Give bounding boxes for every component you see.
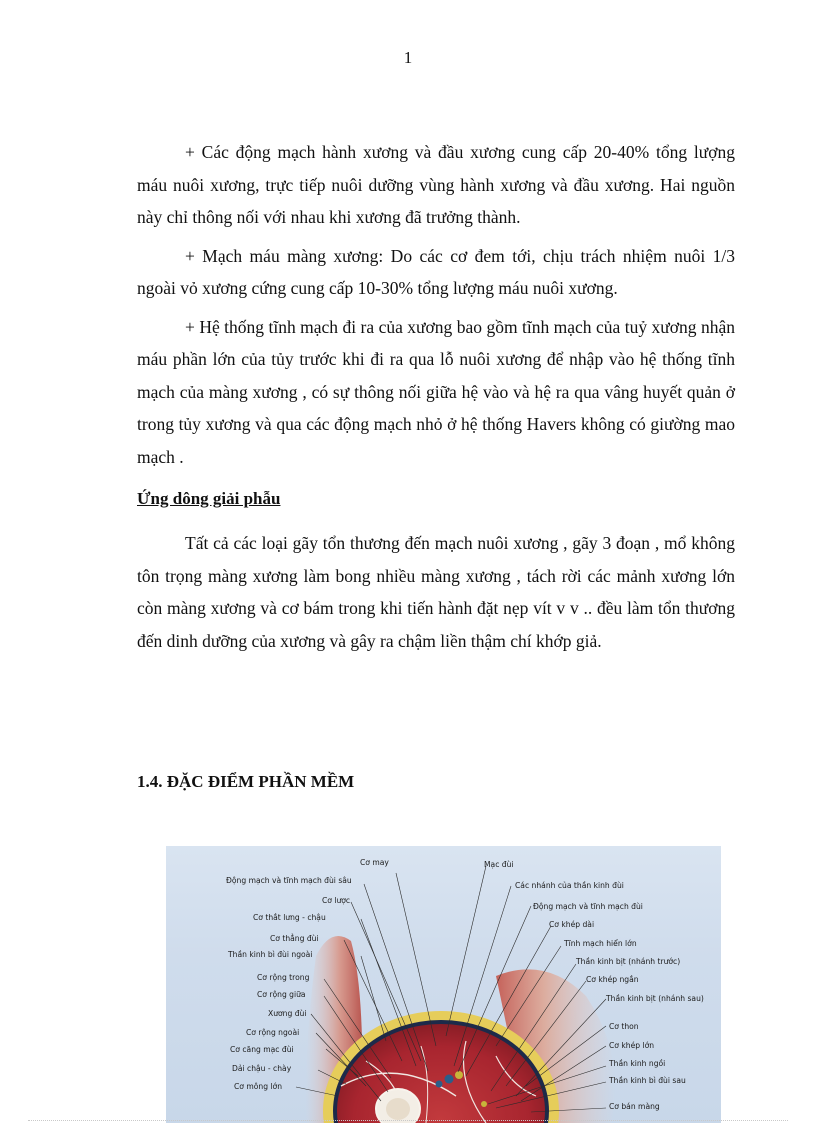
label-tensor-fasciae-latae: Cơ căng mạc đùi	[230, 1045, 294, 1054]
paragraph-anatomical-application: Tất cả các loại gãy tổn thương đến mạch nuôi xương , gãy 3 đoạn , mổ không tôn trọng màng xương làm bong nhiều màng xương , tách rời các mảnh xương lớn còn màng xương và cơ bám trong khi tiến hành đặt nẹp vít v v .. đều làm tổn thương đến dinh dưỡng của xương và gây ra chậm liền thậm chí khớp giả.	[137, 533, 735, 651]
label-rectus-femoris: Cơ thẳng đùi	[270, 934, 319, 943]
chapter-heading: 1.4. ĐẶC ĐIỂM PHẦN MỀM	[137, 772, 355, 791]
label-obturator-nerve-posterior: Thần kinh bịt (nhánh sau)	[606, 994, 704, 1003]
label-gracilis: Cơ thon	[609, 1022, 639, 1031]
section-heading: Ứng dông giải phẫu	[137, 489, 281, 508]
label-iliotibial-band: Dải chậu - chày	[232, 1064, 292, 1073]
page-bottom-rule	[28, 1120, 788, 1121]
paragraph-metaphyseal-arteries: + Các động mạch hành xương và đầu xương cung cấp 20-40% tổng lượng máu nuôi xương, trực tiếp nuôi dưỡng vùng hành xương và đầu xương. Hai nguồn này chỉ thông nối với nhau khi xương đã trưởng thành.	[137, 142, 735, 227]
label-obturator-nerve-anterior: Thần kinh bịt (nhánh trước)	[576, 957, 681, 966]
label-vastus-lateralis: Cơ rộng ngoài	[246, 1028, 300, 1037]
label-iliopsoas: Cơ thắt lưng - chậu	[253, 913, 326, 922]
femoral-artery	[455, 1071, 463, 1079]
label-lateral-femoral-cutaneous-nerve: Thần kinh bì đùi ngoài	[228, 950, 313, 959]
femoral-vein	[445, 1075, 454, 1084]
label-femoral-nerve-branches: Các nhánh của thần kinh đùi	[515, 881, 624, 890]
sciatic-nerve	[481, 1101, 487, 1107]
label-femur: Xương đùi	[268, 1009, 307, 1018]
deep-vessel	[436, 1081, 443, 1088]
thigh-cross-section-figure	[166, 846, 721, 1123]
paragraph-venous-system: + Hệ thống tĩnh mạch đi ra của xương bao gồm tĩnh mạch của tuỷ xương nhận máu phần lớn của tủy trước khi đi ra qua lỗ nuôi xương để nhập vào hệ thống tĩnh mạch của màng xương , có sự thông nối giữa hệ vào và hệ ra qua vâng huyết quản ở trong tủy xương và qua các động mạch nhỏ ở hệ thống Havers không có giường mao mạch .	[137, 316, 735, 467]
label-deep-femoral-vessels: Động mạch và tĩnh mạch đùi sâu	[226, 876, 352, 885]
label-femoral-vessels: Động mạch và tĩnh mạch đùi	[533, 902, 643, 911]
label-vastus-medialis: Cơ rộng trong	[257, 973, 310, 982]
paragraph-periosteal-vessels: + Mạch máu màng xương: Do các cơ đem tới, chịu trách nhiệm nuôi 1/3 ngoài vỏ xương cứng cung cấp 10-30% tổng lượng máu nuôi xương.	[137, 245, 735, 298]
label-semimembranosus: Cơ bán màng	[609, 1102, 660, 1111]
label-sciatic-nerve: Thần kinh ngồi	[609, 1059, 666, 1068]
body-text	[137, 136, 735, 663]
label-adductor-magnus: Cơ khép lớn	[609, 1041, 655, 1050]
page-number: 1	[403, 48, 413, 67]
label-gluteus-maximus: Cơ mông lớn	[234, 1082, 283, 1091]
label-fascia-lata: Mạc đùi	[484, 860, 514, 869]
label-great-saphenous-vein: Tĩnh mạch hiển lớn	[564, 939, 637, 948]
label-adductor-longus: Cơ khép dài	[549, 920, 595, 929]
label-sartorius: Cơ may	[360, 858, 389, 867]
label-pectineus: Cơ lược	[322, 896, 351, 905]
label-adductor-brevis: Cơ khép ngắn	[586, 975, 639, 984]
label-vastus-intermedius: Cơ rộng giữa	[257, 990, 306, 999]
label-posterior-femoral-cutaneous-nerve: Thần kinh bì đùi sau	[609, 1076, 686, 1085]
femur-marrow	[386, 1098, 410, 1120]
